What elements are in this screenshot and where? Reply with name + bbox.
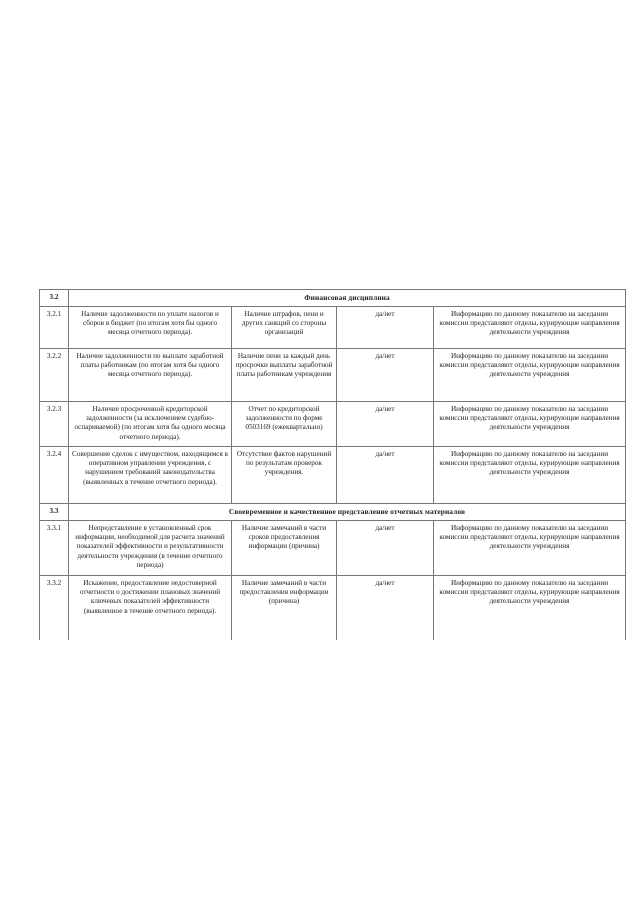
source-cell: Информацию по данному показателю на заседании комиссии представляют отделы, курирующие направления деятельности учреждения [434,576,626,641]
table-row [40,447,626,504]
source-cell: Информацию по данному показателю на заседании комиссии представляют отделы, курирующие направления деятельности учреждения [434,447,626,504]
source-cell: Информацию по данному показателю на заседании комиссии представляют отделы, курирующие направления деятельности учреждения [434,349,626,402]
indicator-cell: Совершение сделок с имуществом, находящимся в оперативном управлении учреждения, с нарушением требований законодательства (выявленных в течение отчетного периода). [69,447,232,504]
source-cell: Информацию по данному показателю на заседании комиссии представляют отделы, курирующие направления деятельности учреждения [434,307,626,349]
indicator-cell: Искажение, предоставление недостоверной отчетности о достижении плановых значений ключевых показателей эффективности (выявленное в течение отчетного периода). [69,576,232,641]
row-number: 3.2.1 [40,307,69,349]
criterion-cell: Отчет по кредиторской задолженности по форме 0503169 (ежеквартально) [232,402,337,447]
criterion-cell: Наличие штрафов, пени и других санкций со стороны организаций [232,307,337,349]
row-number: 3.3.1 [40,521,69,576]
value-cell: да/нет [337,521,434,576]
indicator-cell: Наличие задолженности по уплате налогов и сборов в бюджет (по итогам хотя бы одного месяца отчетного периода). [69,307,232,349]
section-title: Своевременное и качественное представление отчетных материалов [69,504,626,521]
criterion-cell: Наличие замечаний в части сроков предоставления информации (причина) [232,521,337,576]
section-header-row [40,290,626,307]
indicator-cell: Наличие просроченной кредиторской задолженности (за исключением судебно-оспариваемой) (по итогам хотя бы одного месяца отчетного периода). [69,402,232,447]
indicator-cell: Непредставление в установленный срок информации, необходимой для расчета значений показателей эффективности и результативности деятельности учреждения (в течение отчетного периода) [69,521,232,576]
table-row [40,349,626,402]
value-cell: да/нет [337,307,434,349]
source-cell: Информацию по данному показателю на заседании комиссии представляют отделы, курирующие направления деятельности учреждения [434,521,626,576]
table-row [40,521,626,576]
row-number: 3.3.2 [40,576,69,641]
source-cell: Информацию по данному показателю на заседании комиссии представляют отделы, курирующие направления деятельности учреждения [434,402,626,447]
criterion-cell: Отсутствие фактов нарушений по результатам проверок учреждения. [232,447,337,504]
section-number: 3.3 [40,504,69,521]
indicator-cell: Наличие задолженности по выплате заработной платы работникам (по итогам хотя бы одного месяца отчетного периода). [69,349,232,402]
criterion-cell: Наличие пени за каждый день просрочки выплаты заработной платы работникам учреждения [232,349,337,402]
row-number: 3.2.3 [40,402,69,447]
row-number: 3.2.4 [40,447,69,504]
value-cell: да/нет [337,349,434,402]
table-row [40,576,626,641]
criteria-table [39,289,626,640]
table-row [40,402,626,447]
section-title: Финансовая дисциплина [69,290,626,307]
value-cell: да/нет [337,402,434,447]
table-row [40,307,626,349]
criterion-cell: Наличие замечаний в части предоставления информации (причина) [232,576,337,641]
section-number: 3.2 [40,290,69,307]
section-header-row [40,504,626,521]
value-cell: да/нет [337,576,434,641]
row-number: 3.2.2 [40,349,69,402]
value-cell: да/нет [337,447,434,504]
